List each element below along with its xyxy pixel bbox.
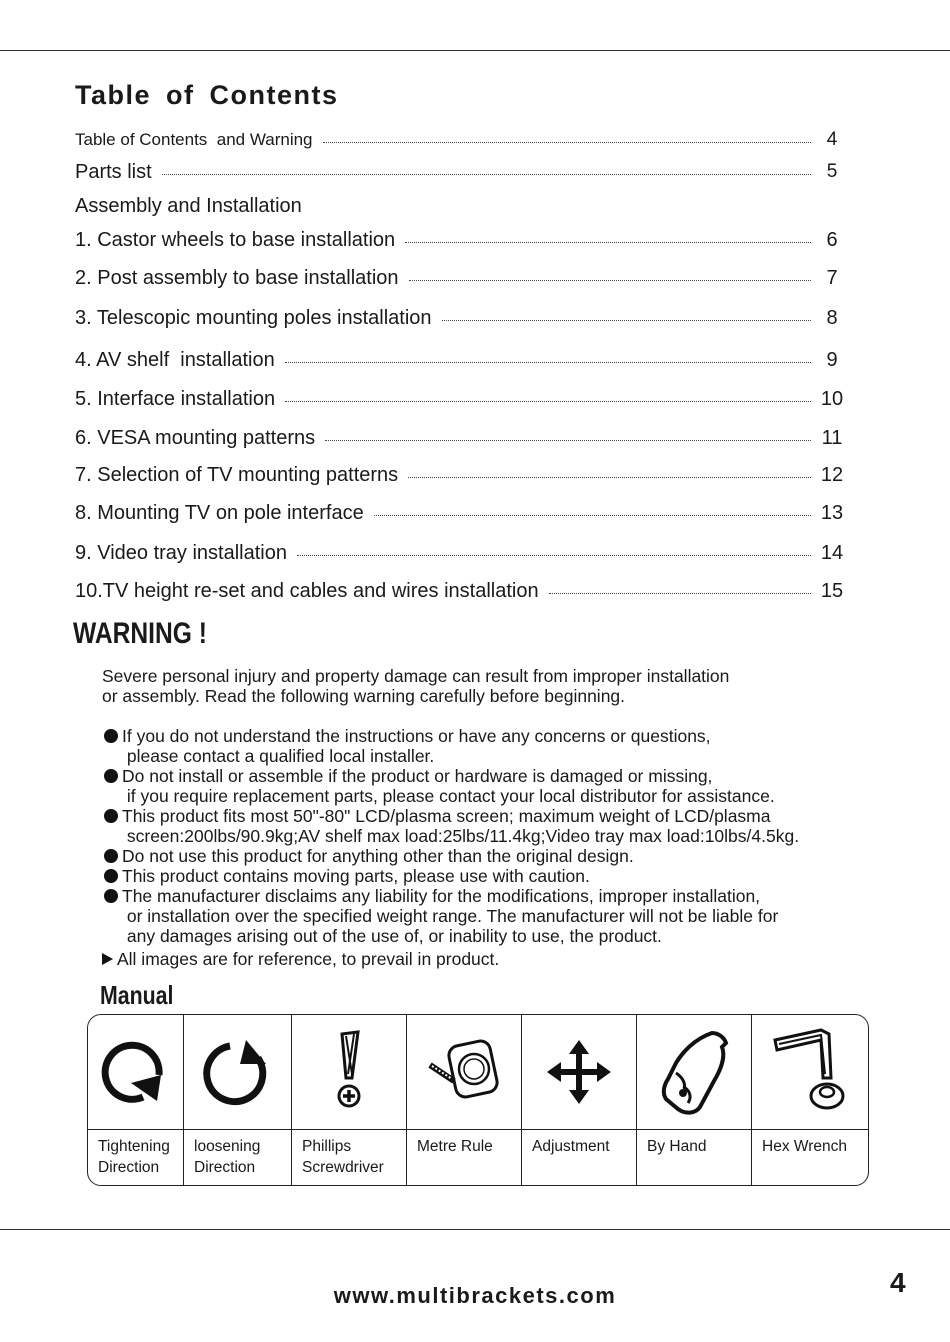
warning-item [102, 886, 902, 946]
toc-step-label: 6. VESA mounting patterns [75, 426, 316, 449]
dot-leader [323, 142, 811, 143]
toc-step [75, 462, 845, 488]
toc-entry-page: 4 [826, 129, 838, 150]
tape-measure-icon [407, 1015, 521, 1130]
manual-cell-tightening [88, 1015, 184, 1185]
dot-leader [409, 280, 811, 281]
page-number: 4 [890, 1267, 906, 1298]
toc-step-label: 8. Mounting TV on pole interface [75, 501, 364, 524]
toc-entry-page: 5 [826, 161, 838, 182]
warning-item-text: screen:200lbs/90.9kg;AV shelf max load:25lbs/11.4kg;Video tray max load:10lbs/4.5kg. [122, 826, 800, 846]
warning-item [102, 846, 902, 866]
phillips-screwdriver-icon [292, 1015, 406, 1130]
toc-step-page: 7 [826, 266, 838, 289]
bullet-icon [104, 769, 118, 783]
tightening-arrow-icon [88, 1015, 183, 1130]
dot-leader [162, 174, 811, 175]
toc-step-page: 13 [820, 501, 844, 524]
toc-step-label: 1. Castor wheels to base installation [75, 228, 396, 251]
loosening-arrow-icon [184, 1015, 291, 1130]
warning-item-text: Do not use this product for anything other than the original design. [122, 846, 634, 866]
manual-caption: By Hand [647, 1138, 707, 1155]
toc-step-label: 4. AV shelf installation [75, 348, 275, 371]
warning-item [102, 806, 902, 846]
toc-step [75, 305, 845, 331]
warning-intro-line: Severe personal injury and property damage can result from improper installation [102, 666, 730, 686]
bullet-icon [104, 889, 118, 903]
warning-title: WARNING ! [73, 617, 207, 650]
dot-leader [325, 440, 811, 441]
manual-caption: Metre Rule [417, 1138, 493, 1155]
manual-cell-adjustment [522, 1015, 637, 1185]
hand-icon [637, 1015, 751, 1130]
toc-entry-label: Table of Contents and Warning [75, 130, 313, 149]
toc-section-heading: Assembly and Installation [75, 195, 302, 217]
toc-step [75, 265, 845, 291]
dot-leader [549, 593, 811, 594]
toc-entry [75, 159, 845, 185]
dot-leader [285, 401, 811, 402]
bullet-icon [104, 729, 118, 743]
triangle-bullet-icon [102, 953, 113, 965]
manual-legend-table [87, 1014, 869, 1186]
manual-caption: Hex Wrench [762, 1138, 847, 1155]
toc-step-page: 15 [820, 579, 844, 602]
warning-item-text: This product contains moving parts, please use with caution. [122, 866, 590, 886]
bullet-icon [104, 809, 118, 823]
toc-step-page: 9 [826, 348, 838, 371]
manual-cell-hex-wrench [752, 1015, 868, 1185]
dot-leader [408, 477, 811, 478]
toc-entry [75, 127, 845, 153]
dot-leader [405, 242, 811, 243]
toc-step [75, 500, 845, 526]
toc-step-label: 10.TV height re-set and cables and wires installation [75, 579, 539, 602]
manual-title: Manual [100, 980, 174, 1010]
warning-item [102, 766, 902, 806]
toc-step-page: 8 [826, 306, 838, 329]
toc-step-label: 2. Post assembly to base installation [75, 266, 399, 289]
dot-leader [297, 555, 811, 556]
toc-step [75, 578, 845, 604]
toc-step-label: 7. Selection of TV mounting patterns [75, 463, 399, 486]
toc-step-page: 10 [820, 387, 844, 410]
warning-item [102, 726, 902, 766]
reference-note-text: All images are for reference, to prevail in product. [117, 949, 500, 969]
hex-wrench-icon [752, 1015, 868, 1130]
manual-caption: loosening Direction [194, 1138, 261, 1176]
warning-item [102, 866, 902, 886]
manual-caption: Phillips Screwdriver [302, 1138, 384, 1176]
warning-item-text: If you do not understand the instructions or have any concerns or questions, [122, 726, 711, 746]
warning-item-text: if you require replacement parts, please contact your local distributor for assistance. [122, 786, 775, 806]
manual-caption: Adjustment [532, 1138, 610, 1155]
toc-step-page: 11 [821, 426, 843, 449]
toc-step-label: 9. Video tray installation [75, 541, 287, 564]
manual-cell-loosening [184, 1015, 292, 1185]
manual-caption: Tightening Direction [98, 1138, 170, 1176]
toc-step [75, 425, 845, 451]
warning-intro-line: or assembly. Read the following warning carefully before beginning. [102, 686, 626, 706]
bullet-icon [104, 849, 118, 863]
bottom-rule [0, 1229, 950, 1230]
top-rule [0, 50, 950, 51]
warning-item-text: Do not install or assemble if the product or hardware is damaged or missing, [122, 766, 713, 786]
toc-title: Table of Contents [75, 80, 339, 110]
warning-item-text: any damages arising out of the use of, or inability to use, the product. [122, 926, 662, 946]
toc-step [75, 347, 845, 373]
toc-step [75, 540, 845, 566]
four-way-arrow-icon [522, 1015, 636, 1130]
bullet-icon [104, 869, 118, 883]
footer-url: www.multibrackets.com [333, 1283, 617, 1308]
toc-step-page: 12 [820, 463, 844, 486]
warning-intro [102, 666, 882, 706]
toc-step-page: 14 [820, 541, 844, 564]
toc-step [75, 386, 845, 412]
warning-item-text: please contact a qualified local installer. [122, 746, 435, 766]
toc-step-label: 5. Interface installation [75, 387, 276, 410]
warning-list [102, 726, 902, 946]
manual-cell-by-hand [637, 1015, 752, 1185]
toc-step-label: 3. Telescopic mounting poles installation [75, 306, 432, 329]
warning-item-text: The manufacturer disclaims any liability for the modifications, improper installation, [122, 886, 761, 906]
dot-leader [442, 320, 811, 321]
toc-step-page: 6 [826, 228, 838, 251]
warning-item-text: This product fits most 50"-80" LCD/plasma screen; maximum weight of LCD/plasma [122, 806, 771, 826]
toc-entry-label: Parts list [75, 160, 152, 183]
manual-cell-metre-rule [407, 1015, 522, 1185]
warning-item-text: or installation over the specified weight range. The manufacturer will not be liable for [122, 906, 779, 926]
manual-cell-phillips [292, 1015, 407, 1185]
dot-leader [285, 362, 811, 363]
reference-note [102, 949, 499, 969]
toc-step [75, 227, 845, 253]
dot-leader [374, 515, 811, 516]
